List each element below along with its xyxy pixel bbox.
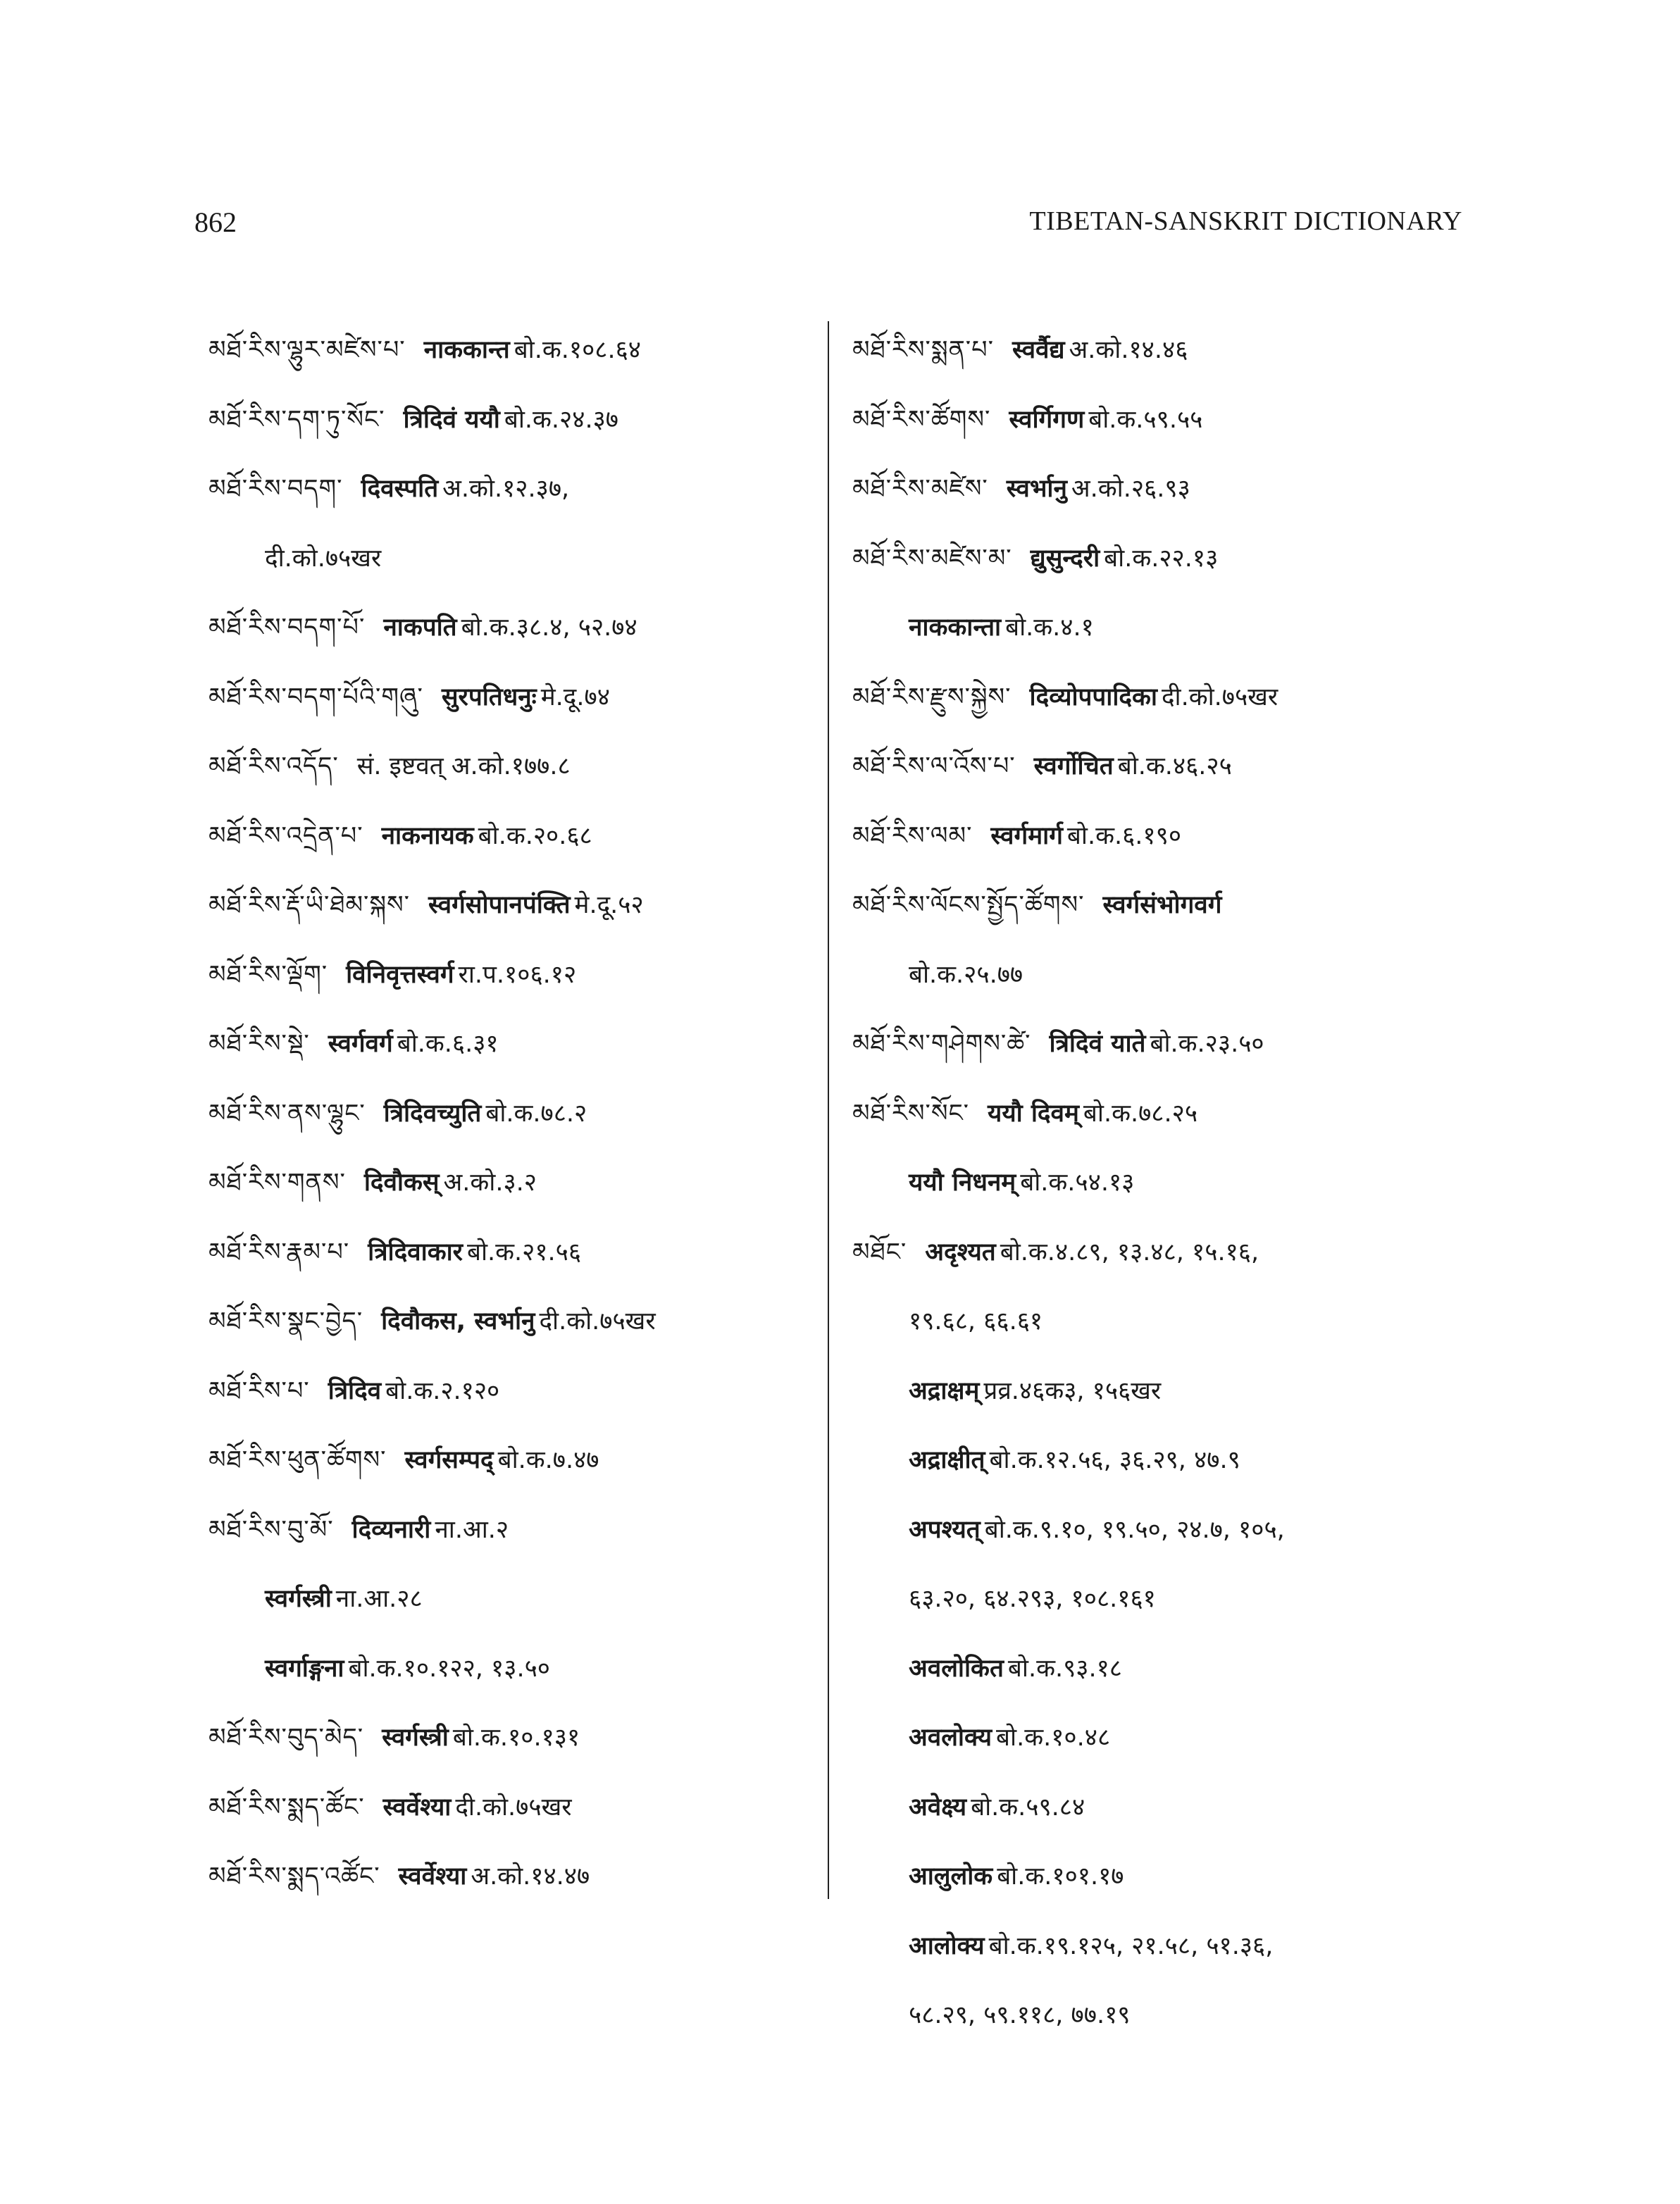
dictionary-entry [852, 1426, 1472, 1495]
sanskrit-equivalent: ययौ दिवम् [988, 1099, 1079, 1128]
column-divider [828, 321, 829, 1899]
tibetan-headword: མཐོ་རིས་ལྷུར་མཛེས་པ་ [209, 336, 406, 364]
source-reference: बो.क.९३.१८ [1007, 1654, 1122, 1683]
tibetan-headword: མཐོང་ [852, 1238, 907, 1266]
source-reference: मे.दू.७४ [540, 683, 610, 711]
dictionary-entry [852, 385, 1472, 455]
dictionary-entry [852, 1912, 1472, 1981]
dictionary-entry [852, 1842, 1472, 1912]
dictionary-entry [209, 1079, 814, 1149]
dictionary-entry [209, 524, 814, 594]
tibetan-headword: མཐོ་རིས་སྨན་པ་ [852, 336, 994, 364]
source-reference: दी.को.७५खर [265, 544, 382, 573]
sanskrit-equivalent: द्युसुन्दरी [1030, 544, 1100, 573]
tibetan-headword: མཐོ་རིས་སོང་ [852, 1099, 970, 1128]
dictionary-entry [209, 1842, 814, 1912]
dictionary-entry [209, 1703, 814, 1773]
source-reference: बो.क.७८.२ [485, 1099, 587, 1128]
dictionary-entry [209, 663, 814, 733]
tibetan-headword: མཐོ་རིས་ལམ་ [852, 821, 973, 850]
source-reference: रा.प.१०६.१२ [458, 960, 577, 989]
source-reference: बो.क.१९.१२५, २१.५८, ५१.३६, [988, 1931, 1274, 1960]
source-reference: बो.क.५९.५५ [1088, 405, 1203, 434]
dictionary-entry [852, 1079, 1472, 1149]
dictionary-entry [209, 802, 814, 871]
tibetan-headword: མཐོ་རིས་བདག་ [209, 475, 343, 503]
dictionary-entry [852, 940, 1472, 1010]
sanskrit-equivalent: दिवौकस, स्वर्भानु [381, 1307, 535, 1336]
sanskrit-equivalent: विनिवृत्तस्वर्ग [346, 960, 454, 989]
dictionary-entry [852, 1703, 1472, 1773]
dictionary-entry [209, 1287, 814, 1357]
source-reference: अ.को.२६.९३ [1071, 475, 1190, 503]
source-reference: बो.क.२३.५० [1150, 1030, 1264, 1058]
dictionary-entry [852, 1773, 1472, 1843]
source-reference: बो.क.५९.८४ [971, 1793, 1085, 1822]
source-reference: बो.क.१०.४८ [996, 1724, 1111, 1752]
sanskrit-equivalent: ययौ निधनम् [909, 1169, 1016, 1197]
tibetan-headword: མཐོ་རིས་ཚོགས་ [852, 405, 991, 434]
tibetan-headword: མཐོ་རིས་དག་ཏུ་སོང་ [209, 405, 385, 434]
source-reference: ना.आ.२८ [335, 1585, 423, 1613]
source-reference: बो.क.४६.२५ [1117, 752, 1232, 780]
dictionary-entry [209, 593, 814, 663]
tibetan-headword: མཐོ་རིས་ལྡོག་ [209, 960, 328, 989]
sanskrit-equivalent: अवलोक्य [909, 1724, 993, 1752]
dictionary-entry [209, 1218, 814, 1288]
sanskrit-equivalent: अद्राक्षम् [909, 1376, 980, 1405]
dictionary-entry [209, 871, 814, 940]
sanskrit-equivalent: स्वर्गोचित [1033, 752, 1114, 780]
tibetan-headword: མཐོ་རིས་སྨད་ཚོང་ [209, 1793, 365, 1822]
sanskrit-equivalent: नाककान्त [423, 336, 510, 364]
tibetan-headword: མཐོ་རིས་གནས་ [209, 1169, 346, 1197]
tibetan-headword: མཐོ་རིས་བུ་མོ་ [209, 1515, 334, 1544]
dictionary-entry [852, 593, 1472, 663]
dictionary-entry [209, 1773, 814, 1843]
sanskrit-equivalent: अवेक्ष्य [909, 1793, 967, 1822]
tibetan-headword: མཐོ་རིས་མཛེས་ [852, 475, 988, 503]
sanskrit-equivalent: स्वर्गमार्ग [990, 821, 1063, 850]
dictionary-entry [209, 1357, 814, 1426]
source-reference: बो.क.२२.१३ [1104, 544, 1219, 573]
sanskrit-equivalent: स्वर्गस्त्री [265, 1585, 332, 1613]
sanskrit-equivalent: स्वर्वेश्या [382, 1793, 452, 1822]
dictionary-entry [209, 1426, 814, 1495]
dictionary-entry [852, 1148, 1472, 1218]
source-reference: बो.क.२.१२० [385, 1376, 500, 1405]
page-number: 862 [194, 206, 237, 238]
source-reference: ना.आ.२ [435, 1515, 509, 1544]
dictionary-entry [852, 316, 1472, 385]
dictionary-entry [852, 1357, 1472, 1426]
source-reference: बो.क.२१.५६ [466, 1238, 582, 1266]
dictionary-entry [209, 1564, 814, 1634]
source-reference: बो.क.४.८९, १३.४८, १५.१६, [1000, 1238, 1259, 1266]
dictionary-entry [852, 663, 1472, 733]
source-reference: बो.क.१०.१३१ [452, 1724, 580, 1752]
sanskrit-equivalent: स्वर्भानु [1006, 475, 1067, 503]
sanskrit-equivalent: त्रिदिवं ययौ [403, 405, 500, 434]
page-header [194, 206, 1462, 248]
sanskrit-equivalent: स्वर्वैद्य [1012, 336, 1065, 364]
dictionary-entry [852, 1287, 1472, 1357]
dictionary-entry [209, 316, 814, 385]
running-title: TIBETAN-SANSKRIT DICTIONARY [1029, 206, 1462, 236]
source-reference: बो.क.७.४७ [497, 1446, 599, 1474]
tibetan-headword: མཐོ་རིས་ནས་ལྷུང་ [209, 1099, 366, 1128]
dictionary-entry [209, 1148, 814, 1218]
sanskrit-equivalent: सुरपतिधनुः [441, 683, 537, 711]
sanskrit-equivalent: त्रिदिवं याते [1049, 1030, 1146, 1058]
dictionary-entry [852, 454, 1472, 524]
source-reference: बो.क.७८.२५ [1083, 1099, 1198, 1128]
dictionary-entry [209, 1495, 814, 1565]
tibetan-headword: མཐོ་རིས་ཕུན་ཚོགས་ [209, 1446, 387, 1474]
tibetan-headword: མཐོ་རིས་གཤེགས་ཚེ་ [852, 1030, 1031, 1058]
tibetan-headword: མཐོ་རིས་འདོད་ [209, 752, 339, 780]
source-reference: बो.क.४.१ [1005, 614, 1094, 642]
source-reference: बो.क.२५.७७ [909, 960, 1023, 989]
tibetan-headword: མཐོ་རིས་ལོངས་སྤྱོད་ཚོགས་ [852, 891, 1085, 919]
source-reference: दी.को.७५खर [539, 1307, 656, 1336]
dictionary-entry [852, 1981, 1472, 2050]
sanskrit-equivalent: स्वर्गिगण [1009, 405, 1085, 434]
tibetan-headword: མཐོ་རིས་སྨད་འཚོང་ [209, 1862, 380, 1891]
tibetan-headword: མཐོ་རིས་བདག་པོའི་གཞུ་ [209, 683, 423, 711]
tibetan-headword: མཐོ་རིས་སྡེ་ [209, 1030, 310, 1058]
sanskrit-equivalent: त्रिदिवाकार [368, 1238, 463, 1266]
sanskrit-equivalent: स्वर्गवर्ग [328, 1030, 393, 1058]
tibetan-headword: མཐོ་རིས་འདྲེན་པ་ [209, 821, 363, 850]
source-reference: अ.को.१४.४७ [471, 1862, 590, 1891]
sanskrit-equivalent: अद्राक्षीत् [909, 1446, 985, 1474]
sanskrit-equivalent: स्वर्गसम्पद् [404, 1446, 494, 1474]
source-reference: बो.क.३८.४, ५२.७४ [461, 614, 637, 642]
dictionary-entry [209, 940, 814, 1010]
dictionary-entry [852, 732, 1472, 802]
sanskrit-equivalent: दिव्योपपादिका [1029, 683, 1157, 711]
source-reference: बो.क.६.३१ [397, 1030, 499, 1058]
source-reference: अ.को.१२.३७, [442, 475, 570, 503]
source-reference: बो.क.२४.३७ [504, 405, 618, 434]
tibetan-headword: མཐོ་རིས་ལ་འོས་པ་ [852, 752, 1016, 780]
sanskrit-equivalent: दिवौकस् [363, 1169, 440, 1197]
source-reference: बो.क.९.१०, १९.५०, २४.७, १०५, [984, 1515, 1285, 1544]
dictionary-entry [209, 732, 814, 802]
dictionary-entry [209, 454, 814, 524]
tibetan-headword: མཐོ་རིས་པ་ [209, 1376, 310, 1405]
source-reference: बो.क.२०.६८ [478, 821, 592, 850]
sanskrit-equivalent: त्रिदिव [328, 1376, 382, 1405]
sanskrit-equivalent: आलोक्य [909, 1931, 985, 1960]
source-reference: अ.को.३.२ [443, 1169, 537, 1197]
sanskrit-equivalent: त्रिदिवच्युति [383, 1099, 482, 1128]
dictionary-entry [852, 1495, 1472, 1565]
sanskrit-equivalent: नाकनायक [381, 821, 474, 850]
tibetan-headword: མཐོ་རིས་རྡོ་ཡི་ཐེམ་སྐས་ [209, 891, 410, 919]
sanskrit-equivalent: नाककान्ता [909, 614, 1002, 642]
dictionary-entry [852, 1009, 1472, 1079]
sanskrit-equivalent: स्वर्वेश्या [398, 1862, 467, 1891]
source-reference: दी.को.७५खर [1161, 683, 1278, 711]
tibetan-headword: མཐོ་རིས་མཛེས་མ་ [852, 544, 1012, 573]
dictionary-entry [852, 1634, 1472, 1704]
sanskrit-equivalent: अवलोकित [909, 1654, 1004, 1683]
source-reference: बो.क.१०८.६४ [514, 336, 641, 364]
dictionary-entry [209, 1634, 814, 1704]
dictionary-entry [852, 1218, 1472, 1288]
source-reference: १९.६८, ६६.६१ [909, 1307, 1043, 1336]
source-reference: बो.क.६.१९० [1066, 821, 1182, 850]
dictionary-entry [852, 802, 1472, 871]
source-reference: बो.क.१०.१२२, १३.५० [348, 1654, 550, 1683]
source-reference: दी.को.७५खर [455, 1793, 572, 1822]
sanskrit-equivalent: स्वर्गसंभोगवर्ग [1102, 891, 1222, 919]
tibetan-headword: མཐོ་རིས་བདག་པོ་ [209, 614, 366, 642]
dictionary-entry [852, 871, 1472, 940]
right-column [852, 316, 1472, 2050]
sanskrit-equivalent: आलुलोक [909, 1862, 993, 1891]
dictionary-entry [209, 385, 814, 455]
sanskrit-equivalent: अपश्यत् [909, 1515, 981, 1544]
sanskrit-equivalent: स्वर्गस्त्री [382, 1724, 449, 1752]
source-reference: ६३.२०, ६४.२९३, १०८.१६१ [909, 1585, 1156, 1613]
dictionary-entry [209, 1009, 814, 1079]
left-column [209, 316, 814, 1912]
dictionary-entry [852, 1564, 1472, 1634]
sanskrit-equivalent: नाकपति [383, 614, 457, 642]
source-reference: ५८.२९, ५९.११८, ७७.१९ [909, 2001, 1131, 2029]
dictionary-entry [852, 524, 1472, 594]
sanskrit-equivalent: दिव्यनारी [351, 1515, 431, 1544]
source-reference: सं. इष्टवत् अ.को.१७७.८ [356, 752, 571, 780]
source-reference: बो.क.१०१.१७ [997, 1862, 1124, 1891]
tibetan-headword: མཐོ་རིས་རྫུས་སྐྱེས་ [852, 683, 1012, 711]
tibetan-headword: མཐོ་རིས་སྣང་བྱེད་ [209, 1307, 363, 1336]
sanskrit-equivalent: स्वर्गाङ्गना [265, 1654, 344, 1683]
sanskrit-equivalent: दिवस्पति [361, 475, 439, 503]
sanskrit-equivalent: अदृश्यत [925, 1238, 996, 1266]
source-reference: बो.क.१२.५६, ३६.२९, ४७.९ [989, 1446, 1240, 1474]
source-reference: अ.को.१४.४६ [1069, 336, 1188, 364]
source-reference: प्रव्र.४६क३, १५६खर [983, 1376, 1162, 1405]
sanskrit-equivalent: स्वर्गसोपानपंक्ति [428, 891, 571, 919]
tibetan-headword: མཐོ་རིས་རྣམ་པ་ [209, 1238, 350, 1266]
source-reference: मे.दू.५२ [574, 891, 644, 919]
source-reference: बो.क.५४.१३ [1020, 1169, 1135, 1197]
tibetan-headword: མཐོ་རིས་བུད་མེད་ [209, 1724, 364, 1752]
